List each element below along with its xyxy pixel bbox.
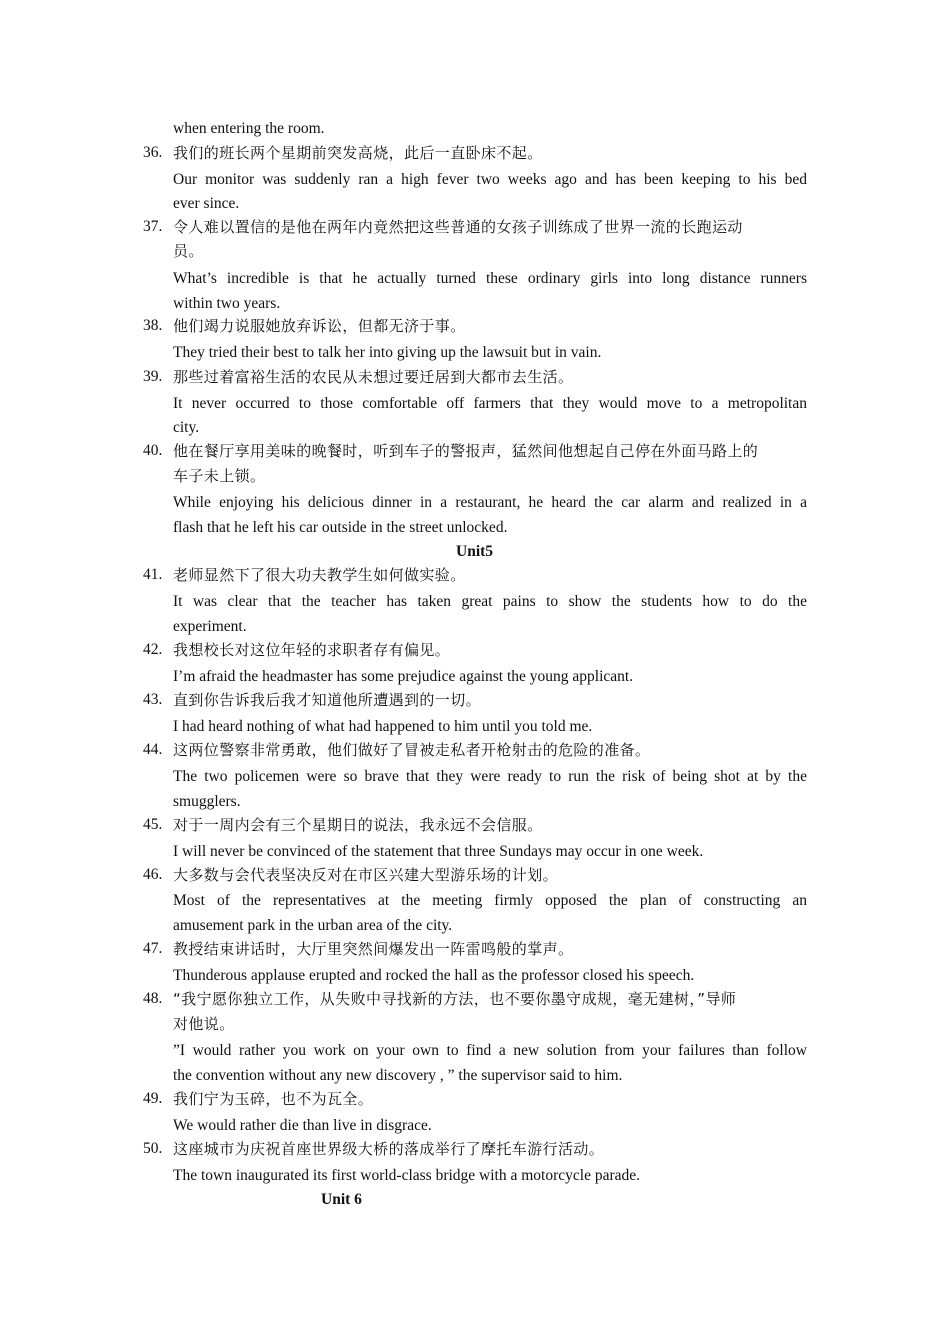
item-number: 45.	[143, 816, 163, 833]
english-translation: The town inaugurated its first world-class bridge with a motorcycle parade.	[173, 1167, 641, 1184]
item-number: 46.	[143, 866, 163, 883]
english-translation: What’s incredible is that he actually turned these ordinary girls into long distance runners	[173, 270, 807, 287]
chinese-sentence: 他在餐厅享用美味的晚餐时，听到车子的警报声，猛然间他想起自己停在外面马路上的	[173, 442, 759, 460]
english-translation: amusement park in the urban area of the city.	[173, 917, 453, 934]
chinese-sentence: 车子未上锁。	[173, 467, 266, 485]
item-number: 42.	[143, 641, 163, 658]
english-translation: I will never be convinced of the statement that three Sundays may occur in one week.	[173, 843, 704, 860]
english-translation: I’m afraid the headmaster has some prejudice against the young applicant.	[173, 668, 634, 685]
item-number: 37.	[143, 218, 163, 235]
item-number: 43.	[143, 691, 163, 708]
chinese-sentence: 直到你告诉我后我才知道他所遭遇到的一切。	[173, 691, 482, 709]
item-number: 48.	[143, 990, 163, 1007]
item-number: 39.	[143, 368, 163, 385]
english-translation: While enjoying his delicious dinner in a restaurant, he heard the car alarm and realized in a	[173, 494, 807, 511]
chinese-sentence: 对于一周内会有三个星期日的说法，我永远不会信服。	[173, 816, 543, 834]
chinese-sentence: 大多数与会代表坚决反对在市区兴建大型游乐场的计划。	[173, 866, 559, 884]
english-translation: Our monitor was suddenly ran a high fever two weeks ago and has been keeping to his bed	[173, 171, 807, 188]
chinese-sentence: 我们的班长两个星期前突发高烧，此后一直卧床不起。	[173, 144, 543, 162]
chinese-sentence: 令人难以置信的是他在两年内竟然把这些普通的女孩子训练成了世界一流的长跑运动	[173, 218, 743, 236]
item-number: 40.	[143, 442, 163, 459]
item-number: 44.	[143, 741, 163, 758]
english-translation: ”I would rather you work on your own to find a new solution from your failures than follow	[173, 1042, 807, 1059]
english-translation: Thunderous applause erupted and rocked the hall as the professor closed his speech.	[173, 967, 695, 984]
chinese-sentence: 这两位警察非常勇敢，他们做好了冒被走私者开枪射击的危险的准备。	[173, 741, 651, 759]
item-number: 36.	[143, 144, 163, 161]
item-number: 50.	[143, 1140, 163, 1157]
english-translation: We would rather die than live in disgrace.	[173, 1117, 432, 1134]
english-translation: smugglers.	[173, 793, 241, 810]
english-translation: The two policemen were so brave that they were ready to run the risk of being shot at by the	[173, 768, 807, 785]
chinese-sentence: 我想校长对这位年轻的求职者存有偏见。	[173, 641, 451, 659]
chinese-sentence: 那些过着富裕生活的农民从未想过要迁居到大都市去生活。	[173, 368, 574, 386]
english-translation: They tried their best to talk her into giving up the lawsuit but in vain.	[173, 344, 602, 361]
chinese-sentence: 教授结束讲话时，大厅里突然间爆发出一阵雷鸣般的掌声。	[173, 940, 574, 958]
chinese-sentence: 老师显然下了很大功夫教学生如何做实验。	[173, 566, 466, 584]
english-translation: I had heard nothing of what had happened to him until you told me.	[173, 718, 593, 735]
item-number: 38.	[143, 317, 163, 334]
chinese-sentence: “我宁愿你独立工作，从失败中寻找新的方法，也不要你墨守成规，毫无建树，”导师	[173, 990, 737, 1008]
chinese-sentence: 我们宁为玉碎，也不为瓦全。	[173, 1090, 374, 1108]
chinese-sentence: 员。	[173, 242, 204, 260]
english-translation: experiment.	[173, 618, 247, 635]
english-translation: Most of the representatives at the meeting firmly opposed the plan of constructing an	[173, 892, 807, 909]
english-translation: flash that he left his car outside in the street unlocked.	[173, 519, 508, 536]
item-number: 47.	[143, 940, 163, 957]
chinese-sentence: 对他说。	[173, 1015, 235, 1033]
intro-line: when entering the room.	[173, 120, 325, 137]
chinese-sentence: 他们竭力说服她放弃诉讼，但都无济于事。	[173, 317, 466, 335]
english-translation: city.	[173, 419, 200, 436]
unit-heading: Unit 6	[321, 1191, 362, 1208]
english-translation: the convention without any new discovery , ” the supervisor said to him.	[173, 1067, 623, 1084]
item-number: 49.	[143, 1090, 163, 1107]
english-translation: within two years.	[173, 295, 281, 312]
english-translation: It was clear that the teacher has taken great pains to show the students how to do the	[173, 593, 807, 610]
english-translation: ever since.	[173, 195, 240, 212]
chinese-sentence: 这座城市为庆祝首座世界级大桥的落成举行了摩托车游行活动。	[173, 1140, 605, 1158]
item-number: 41.	[143, 566, 163, 583]
unit-heading: Unit5	[456, 543, 494, 560]
english-translation: It never occurred to those comfortable off farmers that they would move to a metropolitan	[173, 395, 807, 412]
